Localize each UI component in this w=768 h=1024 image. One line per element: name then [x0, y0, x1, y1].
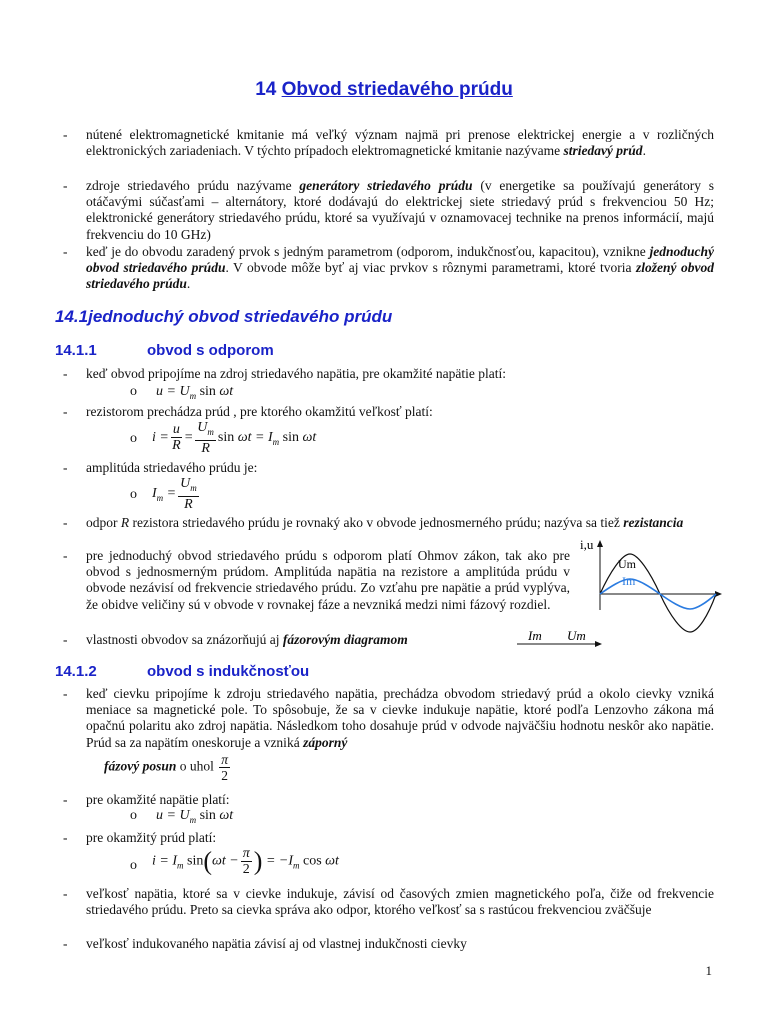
list-item: - nútené elektromagnetické kmitanie má veľký význam najmä pri prenose elektrickej energie a v rozličných elektronických zariadeniach. V týchto prípadoch elektromagnetické kmitanie nazývame striedavý prúd.	[63, 127, 714, 159]
list-item: - keď cievku pripojíme k zdroju striedavého napätia, prechádza obvodom striedavý prúd a okolo cievky vzniká meniace sa magnetické pole. To spôsobuje, že sa v cievke indukuje napätie, ktoré podľa Lenzovho zákona má opačnú polaritu ako zdroj napätia. Následkom toho dosahuje prúd v odvode najväčšiu hodnotu neskôr ako napätie. Prúd sa za napätím oneskoruje a vzniká záporný	[63, 686, 714, 750]
list-item: - pre jednoduchý obvod striedavého prúdu s odporom platí Ohmov zákon, tak ako pre obvod s jednosmerným prúdom. Amplitúda napätia na rezistore a amplitúda prúdu v obvode nezávisí od frekvencie striedavého prúdu. Zo vzťahu pre napätie a prúd vyplýva, že obidve veličiny sú v obvode v rovnakej fáze a nevzniká medzi nimi fázový rozdiel.	[63, 548, 570, 612]
list-item: - keď je do obvodu zaradený prvok s jedným parametrom (odporom, indukčnosťou, kapacitou), vznikne jednoduchý obvod striedavého prúdu. V obvode môže byť aj viac prvkov s rôznymi parametrami, ktoré tvoria zložený obvod striedavého prúdu.	[63, 244, 714, 292]
label-im: Im	[622, 574, 636, 588]
list-item: - amplitúda striedavého prúdu je:	[63, 460, 258, 475]
page-number: 1	[705, 963, 712, 978]
label-um: Um	[618, 557, 636, 571]
list-item: - pre okamžitý prúd platí:	[63, 830, 217, 845]
document-page: 14 Obvod striedavého prúdu - nútené elektromagnetické kmitanie má veľký význam najmä pri prenose elektrickej energie a v rozličných elektronických zariadeniach. V týchto prípadoch elektromagnetické kmitanie nazývame striedavý prúd. - zdroje striedavého prúdu nazývame generátory striedavého prúdu (v energetike sa používajú generátory s otáčavými súčasťami – alternátory, ktoré dodávajú do elektrickej siete striedavý prúd s frekvenciou 50 Hz; elektronické generátory striedavého prúdu, ktoré sa využívajú v oznamovacej technike na prenos informácií, majú frekvenciu do 10 GHz) - keď je do obvodu zaradený prvok s jedným parametrom (odporom, indukčnosťou, kapacitou), vznikne jednoduchý obvod striedavého prúdu. V obvode môže byť aj viac prvkov s rôznymi parametrami, ktoré tvoria zložený obvod striedavého prúdu. 14.1jednoduchý obvod striedavého prúdu 14.1.1 obvod s odporom - keď obvod pripojíme na zdroj striedavého napätia, pre okamžité napätie platí: o $u = U_m$ sin ωt - rezistorom prechádza prúd , pre ktorého okamžitú veľkosť platí: o i = $\frac{u}{R}$ = $\frac{U_m}{R}$ $\sin \omega t = I_m$ sin ωt - amplitúda striedavého prúdu je: o $I_m$ = $\frac{U_m}{R}$ - odpor R rezistora striedavého prúdu je rovnaký ako v obvode jednosmerného prúdu; nazýva sa tiež rezistancia - pre jednoduchý obvod striedavého prúdu s odporom platí Ohmov zákon, tak ako pre obvod s jednosmerným prúdom. Amplitúda napätia na rezistore a amplitúda prúdu v obvode nezávisí od frekvencie striedavého prúdu. Zo vzťahu pre napätie a prúd vyplýva, že obidve veličiny sú v obvode v rovnakej fáze a nevzniká medzi nimi fázový rozdiel. - vlastnosti obvodov sa znázorňujú aj fázorovým diagramom i,u Um Im Im Um 14.1.2 obvod s indukčnosťou - keď cievku pripojíme k zdroju striedavého napätia, prechádza obvodom striedavý prúd a okolo cievky vzniká meniace sa magnetické pole. To spôsobuje, že sa v cievke indukuje napätie, ktoré podľa Lenzovho zákona má opačnú polaritu ako zdroj napätia. Následkom toho dosahuje prúd v odvode najväčšiu hodnotu neskôr ako napätie. Prúd sa za napätím oneskoruje a vzniká záporný fázový posun o uhol $\frac{\pi}{2}$ - pre okamžité napätie platí: o $u = U_m$ sin ωt - pre okamžitý prúd platí: o $i = I_m$ sin(ωt − $\frac{\pi}{2}$ ) = $-I_m$ cos ωt - veľkosť napätia, ktoré sa v cievke indukuje, závisí od časových zmien magnetického poľa, čiže od frekvencie striedavého prúdu. Preto sa cievka správa ako odpor, ktorého veľkosť sa s rastúcou frekvenciou zväčšuje - veľkosť indukovaného napätia závisí aj od vlastnej indukčnosti cievky 1	[0, 0, 768, 1024]
phase-shift-line: fázový posun o uhol $\frac{\pi}{2}$	[104, 752, 229, 783]
phasor-label-i: Im	[528, 628, 542, 643]
subsection-heading-indukcnost: 14.1.2 obvod s indukčnosťou	[55, 663, 310, 680]
list-item: - veľkosť napätia, ktoré sa v cievke indukuje, závisí od časových zmien magnetického poľa, čiže od frekvencie striedavého prúdu. Preto sa cievka správa ako odpor, ktorého veľkosť sa s rastúcou frekvenciou zväčšuje	[63, 886, 714, 918]
page-title: 14 Obvod striedavého prúdu	[255, 79, 513, 100]
list-item: - veľkosť indukovaného napätia závisí aj od vlastnej indukčnosti cievky	[63, 936, 467, 951]
subsection-heading-odpor: 14.1.1 obvod s odporom	[55, 342, 274, 359]
list-item: - vlastnosti obvodov sa znázorňujú aj fázorovým diagramom	[63, 632, 408, 647]
page-title-link[interactable]: Obvod striedavého prúdu	[281, 79, 513, 100]
list-item: - pre okamžité napätie platí:	[63, 792, 230, 807]
section-heading: 14.1jednoduchý obvod striedavého prúdu	[55, 307, 393, 326]
list-item: - odpor R rezistora striedavého prúdu je rovnaký ako v obvode jednosmerného prúdu; nazýva sa tiež rezistancia	[63, 515, 684, 530]
list-item: - zdroje striedavého prúdu nazývame generátory striedavého prúdu (v energetike sa používajú generátory s otáčavými súčasťami – alternátory, ktoré dodávajú do elektrickej siete striedavý prúd s frekvenciou 50 Hz; elektronické generátory striedavého prúdu, ktoré sa využívajú v oznamovacej technike na prenos informácií, majú frekvenciu do 10 GHz)	[63, 178, 715, 242]
list-item: - rezistorom prechádza prúd , pre ktorého okamžitú veľkosť platí:	[63, 404, 433, 419]
list-item: - keď obvod pripojíme na zdroj striedavého napätia, pre okamžité napätie platí:	[63, 366, 506, 381]
sine-graph	[510, 532, 730, 652]
axis-label: i,u	[580, 537, 594, 552]
phasor-label-u: Um	[567, 628, 586, 643]
